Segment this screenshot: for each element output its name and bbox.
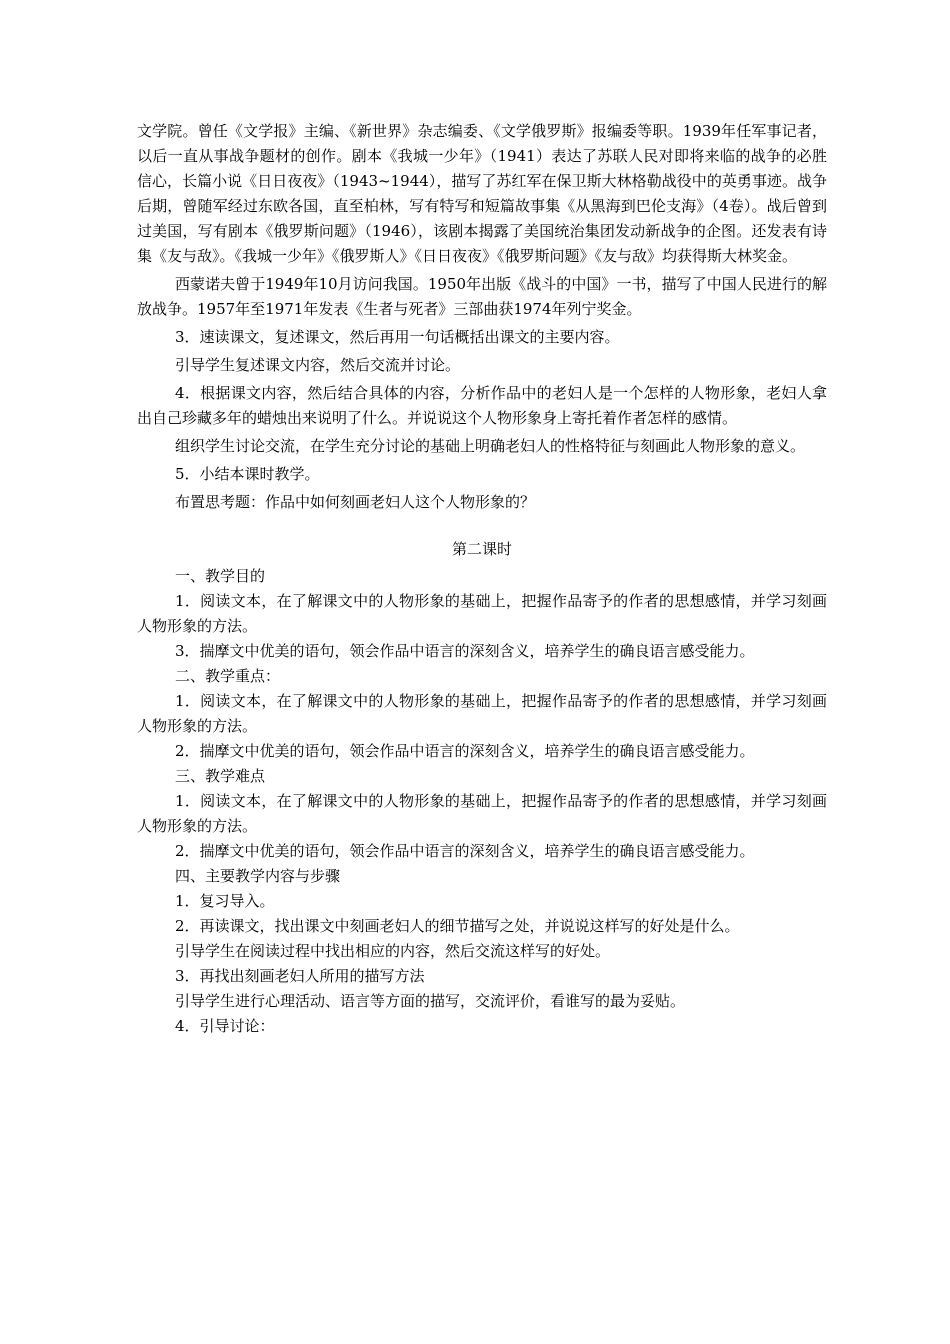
step-4-guide: 组织学生讨论交流，在学生充分讨论的基础上明确老妇人的性格特征与刻画此人物形象的意义。 <box>175 437 806 455</box>
goal-1: 1．阅读文本，在了解课文中的人物形象的基础上，把握作品寄予的作者的思想感情，并学习刻画人物形象的方法。 <box>137 592 827 635</box>
step-reread: 2．再读课文，找出课文中刻画老妇人的细节描写之处，并说说这样写的好处是什么。 <box>175 917 740 935</box>
difficulty-2: 2．揣摩文中优美的语句，领会作品中语言的深刻含义，培养学生的确良语言感受能力。 <box>175 842 755 860</box>
difficulty-1: 1．阅读文本，在了解课文中的人物形象的基础上，把握作品寄予的作者的思想感情，并学习刻画人物形象的方法。 <box>137 792 827 835</box>
step-5: 5．小结本课时教学。 <box>175 465 320 483</box>
key-point-1: 1．阅读文本，在了解课文中的人物形象的基础上，把握作品寄予的作者的思想感情，并学习刻画人物形象的方法。 <box>137 692 827 735</box>
section-title: 第二课时 <box>451 540 512 558</box>
intro-paragraph: 文学院。曾任《文学报》主编、《新世界》杂志编委、《文学俄罗斯》报编委等职。1939年任军事记者，以后一直从事战争题材的创作。剧本《我城一少年》（1941）表达了苏联人民对即将来临的战争的必胜信心，长篇小说《日日夜夜》（1943~1944），描写了苏红军在保卫斯大林格勒战役中的英勇事迹。战争后期，曾随军经过东欧各国，直至柏林，写有特写和短篇故事集《从黑海到巴伦支海》（4卷）。战后曾到过美国，写有剧本《俄罗斯问题》（1946），该剧本揭露了美国统治集团发动新战争的企图。还发表有诗集《友与敌》。《我城一少年》《俄罗斯人》《日日夜夜》《俄罗斯问题》《友与敌》均获得斯大林奖金。 <box>137 122 827 265</box>
goal-3: 3．揣摩文中优美的语句，领会作品中语言的深刻含义，培养学生的确良语言感受能力。 <box>175 642 755 660</box>
step-3: 3．速读课文，复述课文，然后再用一句话概括出课文的主要内容。 <box>175 328 620 346</box>
step-review: 1．复习导入。 <box>175 892 275 910</box>
step-3-guide: 引导学生复述课文内容，然后交流并讨论。 <box>175 356 461 374</box>
key-point-2: 2．揣摩文中优美的语句，领会作品中语言的深刻含义，培养学生的确良语言感受能力。 <box>175 742 755 760</box>
heading-difficulties: 三、教学难点 <box>175 767 266 785</box>
heading-goals: 一、教学目的 <box>175 567 266 585</box>
homework: 布置思考题：作品中如何刻画老妇人这个人物形象的？ <box>175 493 536 511</box>
step-methods-guide: 引导学生进行心理活动、语言等方面的描写，交流评价，看谁写的最为妥贴。 <box>175 992 686 1010</box>
step-4: 4．根据课文内容，然后结合具体的内容，分析作品中的老妇人是一个怎样的人物形象，老妇人拿出自己珍藏多年的蜡烛出来说明了什么。并说说这个人物形象身上寄托着作者怎样的感情。 <box>137 384 827 427</box>
visit-paragraph: 西蒙诺夫曾于1949年10月访问我国。1950年出版《战斗的中国》一书，描写了中国人民进行的解放战争。1957年至1971年发表《生者与死者》三部曲获1974年列宁奖金。 <box>137 275 827 318</box>
step-methods: 3．再找出刻画老妇人所用的描写方法 <box>175 967 425 985</box>
step-reread-guide: 引导学生在阅读过程中找出相应的内容，然后交流这样写的好处。 <box>175 942 611 960</box>
heading-key-points: 二、教学重点： <box>175 667 281 685</box>
heading-steps: 四、主要教学内容与步骤 <box>175 867 341 885</box>
step-discussion: 4．引导讨论： <box>175 1017 275 1035</box>
document-page <box>137 119 827 1039</box>
